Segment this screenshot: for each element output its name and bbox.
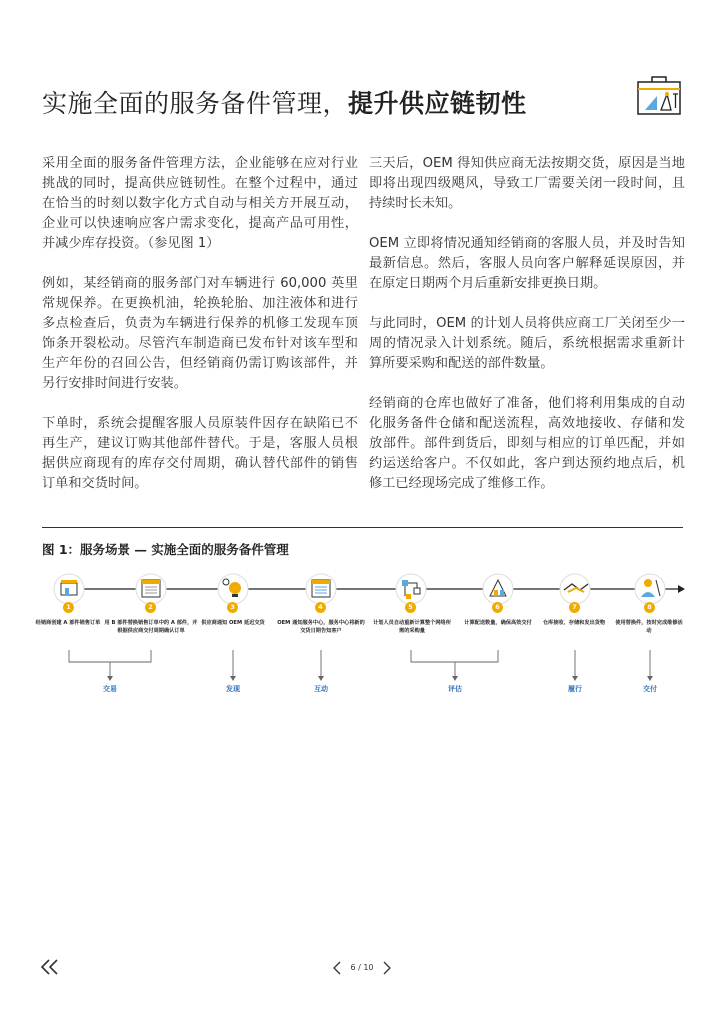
paragraph: 采用全面的服务备件管理方法，企业能够在应对行业挑战的同时，提高供应链韧性。在整个过程中，通过在恰当的时刻以数字化方式自动与相关方开展互动，企业可以快速响应客户需求变化，提高产品可用性，并减少库存投资。（参见图 1）	[42, 156, 358, 251]
paragraph: 三天后，OEM 得知供应商无法按期交货，原因是当地即将出现四级飓风，导致工厂需要关闭一段时间，且持续时长未知。	[369, 156, 685, 211]
divider	[42, 527, 683, 528]
right-column	[369, 154, 685, 514]
step-label: 计算配送数量，确保高效交付	[464, 620, 532, 626]
step-number: 2	[145, 602, 156, 613]
store-icon	[54, 574, 84, 604]
title-bold: 提升供应链韧性	[348, 89, 527, 118]
step-number: 8	[644, 602, 655, 613]
network-icon	[396, 574, 426, 604]
left-column	[42, 154, 358, 514]
paragraph: 例如，某经销商的服务部门对车辆进行 60,000 英里常规保养。在更换机油，轮换轮胎、加注液体和进行多点检查后，负责为车辆进行保养的机修工发现车顶饰条开裂松动。尽管汽车制造商已发布针对该车型和生产年份的召回公告，但经销商仍需订购该部件，并另行安排时间进行安装。	[42, 276, 358, 391]
paragraph: OEM 立即将情况通知经销商的客服人员，并及时告知最新信息。然后，客服人员向客户解释延误原因，并在原定日期两个月后重新安排更换日期。	[369, 236, 685, 291]
step-label: 供应商通知 OEM 延迟交货	[201, 620, 265, 626]
step-label: 使用替换件，按时完成维修活动	[615, 620, 683, 634]
category-label: 履行	[568, 685, 582, 693]
step-number: 5	[405, 602, 416, 613]
page-indicator: 6 / 10	[350, 963, 374, 972]
step-label: 计划人员自动重新计算整个网络所需的采购量	[373, 620, 451, 634]
chevron-left-icon[interactable]	[332, 959, 342, 977]
category-label: 交易	[103, 685, 117, 693]
process-flow	[42, 568, 692, 608]
figure-title: 图 1：服务场景 — 实施全面的服务备件管理	[42, 542, 289, 557]
category-label: 交付	[643, 685, 657, 693]
mechanic-icon	[635, 574, 665, 604]
step-number: 1	[63, 602, 74, 613]
step-label: OEM 通知服务中心，服务中心将新的交货日期告知客户	[277, 620, 365, 634]
paragraph: 经销商的仓库也做好了准备，他们将利用集成的自动化服务备件仓储和配送流程，高效地接收、存储和发放部件。部件到货后，即刻与相应的订单匹配，并如约运送给客户。不仅如此，客户到达预约地点后，机修工已经现场完成了维修工作。	[369, 396, 685, 491]
category-label: 互动	[314, 685, 328, 693]
title-regular: 实施全面的服务备件管理，	[42, 89, 349, 118]
step-number: 4	[315, 602, 326, 613]
pagination	[332, 959, 392, 977]
calendar-icon	[306, 574, 336, 604]
page-title	[42, 84, 527, 120]
step-label: 仓库接收、存储和发出货物	[542, 620, 606, 626]
step-label: 用 B 部件替换销售订单中的 A 部件，并根据供应商交付周期确认订单	[104, 620, 198, 634]
lightbulb-icon	[218, 574, 248, 604]
paragraph: 与此同时，OEM 的计划人员将供应商工厂关闭至少一周的情况录入计划系统。随后，系统根据需求重新计算所要采购和配送的部件数量。	[369, 316, 685, 371]
double-chevron-left-icon[interactable]	[40, 958, 60, 976]
chevron-right-icon[interactable]	[382, 959, 392, 977]
step-number: 6	[492, 602, 503, 613]
paragraph: 下单时，系统会提醒客服人员原装件因存在缺陷已不再生产，建议订购其他部件替代。于是，客服人员根据供应商现有的库存交付周期，确认替代部件的销售订单和交货时间。	[42, 416, 358, 491]
distribution-icon	[483, 574, 513, 604]
step-number: 7	[569, 602, 580, 613]
category-connectors	[42, 645, 692, 685]
step-label: 经销商创建 A 部件销售订单	[35, 620, 101, 626]
step-number: 3	[227, 602, 238, 613]
handshake-icon	[560, 574, 590, 604]
calendar-icon	[136, 574, 166, 604]
category-label: 评估	[448, 685, 462, 693]
toolbox-icon	[637, 74, 681, 116]
category-label: 发现	[226, 685, 240, 693]
